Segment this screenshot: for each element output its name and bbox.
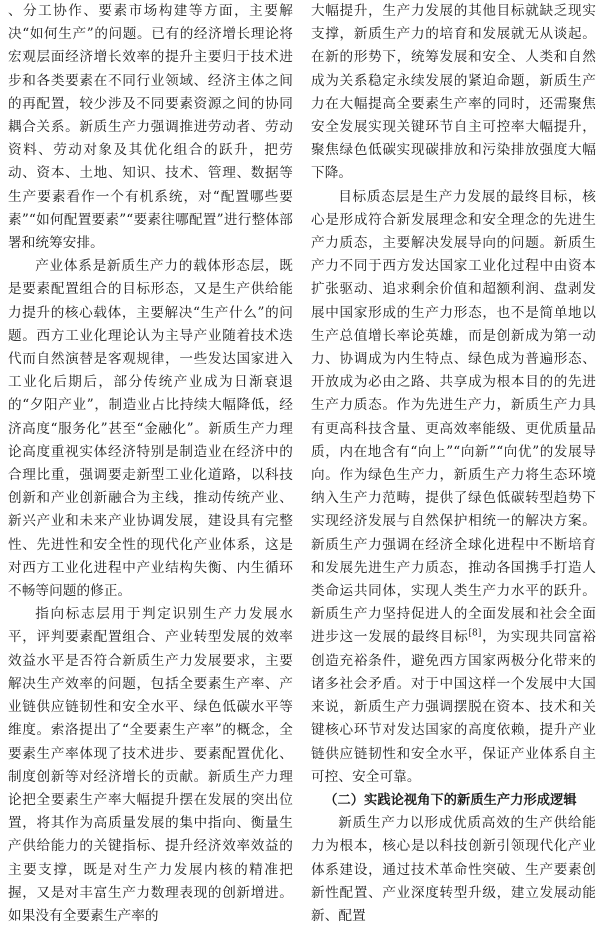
- paragraph-goal-quality-layer: [311, 186, 596, 789]
- paragraph-practice-logic: 新质生产力以形成优质高效的生产供给能力为根本，核心是以科技创新引领现代化产业体系建设，通过技术革命性突破、生产要素创新性配置、产业深度转型升级，建立发展动能新、配置: [311, 815, 596, 924]
- right-text-column: [311, 0, 596, 928]
- section-heading: （二）实践论视角下的新质生产力形成逻辑: [324, 792, 577, 808]
- goal-quality-text-a: 目标质态层是生产力发展的最终目标，核心是形成符合新发展理念和安全理念的先进生产力质态，主要解决发展导向的问题。新质生产力不同于西方发达国家工业化过程中由资本扩张驱动、追求剩余价值和超额利润、盘剥发展中国家形成的生产力形态，也不是简单地以生产总值增长率论英雄，而是创新成为第一动力、协调成为内生特点、绿色成为普遍形态、开放成为必由之路、共享成为根本目的的先进生产力质态。作为先进生产力，新质生产力具有更高科技含量、更高效率能级、更优质量品质，内在地含有“向上”“向新”“向优”的发展导向。作为绿色生产力，新质生产力将生态环境纳入生产力范畴，提供了绿色低碳转型趋势下实现经济发展与自然保护相统一的解决方案。新质生产力强调在经济全球化进程中不断培育和发展先进生产力质态，推动各国携手打造人类命运共同体，实现人类生产力水平的跃升。新质生产力坚持促进人的全面发展和社会全面进步这一发展的最终目标: [311, 188, 596, 646]
- paragraph-factor-allocation-continued: 、分工协作、要素市场构建等方面，主要解决“如何生产”的问题。已有的经济增长理论将宏观层面经济增长效率的提升主要归于技术进步和各类要素在不同行业领域、经济主体之间的再配置，较少涉及不同要素资源之间的协同耦合关系。新质生产力强调推进劳动者、劳动资料、劳动对象及其优化组合的跃升，把劳动、资本、土地、知识、技术、管理、数据等生产要素看作一个有机系统，对“配置哪些要素”“如何配置要素”“要素往哪配置”进行整体部署和统筹安排。: [8, 3, 293, 252]
- paragraph-productivity-continued: 大幅提升，生产力发展的其他目标就缺乏现实支撑，新质生产力的培育和发展就无从谈起。在新的形势下，统筹发展和安全、人类和自然成为关系稳定永续发展的紧迫命题，新质生产力在大幅提高全要素生产率的同时，还需聚焦安全发展实现关键环节自主可控率大幅提升，聚焦绿色低碳实现碳排放和污染排放强度大幅下降。: [311, 3, 596, 182]
- goal-quality-text-b: ，为实现共同富裕创造充裕条件，避免西方国家两极分化带来的诸多社会矛盾。对于中国这样一个发展中大国来说，新质生产力强调摆脱在资本、技术和关键核心环节对发达国家的高度依赖，提升产业链供应链韧性和安全水平，保证产业体系自主可控、安全可靠。: [311, 629, 596, 785]
- left-text-column: [8, 0, 293, 928]
- citation-reference: [8]: [468, 628, 482, 639]
- paragraph-industrial-system: 产业体系是新质生产力的载体形态层，既是要素配置组合的目标形态，又是生产供给能力提升的核心载体，主要解决“生产什么”的问题。西方工业化理论认为主导产业随着技术迭代而自然演替是客观规律，一些发达国家进入工业化后期后，部分传统产业成为日渐衰退的“夕阳产业”，制造业占比持续大幅降低，经济高度“服务化”甚至“金融化”。新质生产力理论高度重视实体经济特别是制造业在经济中的合理比重，强调要走新型工业化道路，以科技创新和产业创新融合为主线，推动传统产业、新兴产业和未来产业协调发展，建设具有完整性、先进性和安全性的现代化产业体系，这是对西方工业化进程中产业结构失衡、内生循环不畅等问题的修正。: [8, 258, 293, 600]
- paragraph-indicator-layer: 指向标志层用于判定识别生产力发展水平，评判要素配置组合、产业转型发展的效率效益水平是否符合新质生产力发展要求，主要解决生产效率的问题，包括全要素生产率、产业链供应链韧性和安全水平、绿色低碳水平等维度。索洛提出了“全要素生产率”的概念，全要素生产率体现了技术进步、要素配置优化、制度创新等对经济增长的贡献。新质生产力理论把全要素生产率大幅提升摆在发展的突出位置，将其作为高质量发展的集中指向、衡量生产供给能力的关键指标、提升经济效率效益的主要支撑，既是对生产力发展内核的精准把握，又是对丰富生产力数理表现的创新增进。如果没有全要素生产率的: [8, 606, 293, 924]
